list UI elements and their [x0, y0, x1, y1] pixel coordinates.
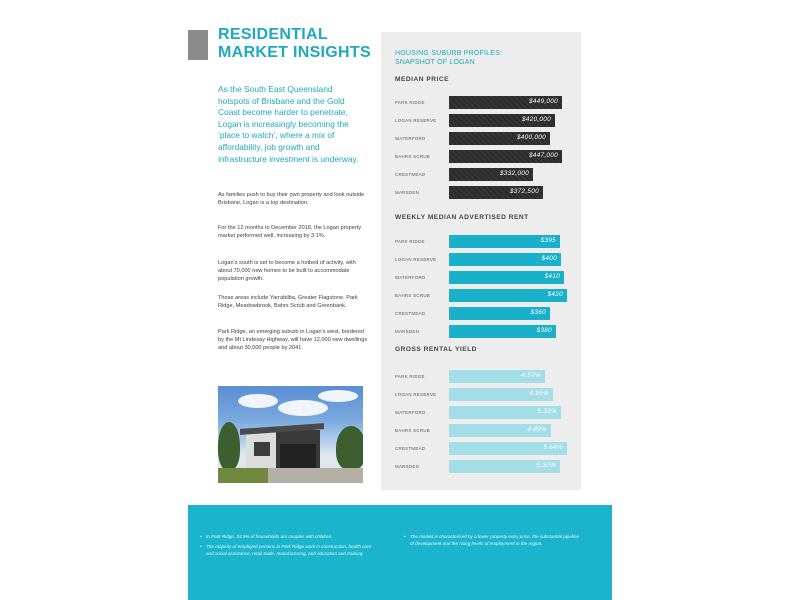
- chart-1-bar: [449, 114, 555, 127]
- chart-1-bar: [449, 96, 562, 109]
- panel-heading-line-1: HOUSING SUBURB PROFILES:: [395, 50, 503, 57]
- footer-bullet-3: • The market is characterised by a lower property entry price, the substantial pipeline of development and the rising levels of employment in the region.: [404, 534, 584, 548]
- footer-right-column: [404, 534, 584, 551]
- chart-2-value-label: $380: [536, 327, 552, 334]
- chart-3-category-label: WATERFORD: [395, 410, 426, 415]
- footer-bullet-1: • In Park Ridge, 34.9% of households are couples with children.: [200, 534, 380, 541]
- chart-2-value-label: $400: [541, 255, 557, 262]
- chart-1-category-label: WATERFORD: [395, 136, 426, 141]
- chart-1-category-label: PARK RIDGE: [395, 100, 425, 105]
- chart-2-value-label: $395: [540, 237, 556, 244]
- body-paragraph-4: Those areas include Yarrabilba, Greater Flagstone, Park Ridge, Meadowbrook, Bahrs Scrub and Greenbank.: [218, 295, 358, 310]
- chart-3-value-label: 4.57%: [521, 372, 541, 379]
- chart-1-category-label: CRESTMEAD: [395, 172, 426, 177]
- chart-2-category-label: LOGAN RESERVE: [395, 257, 437, 262]
- title-line-1: RESIDENTIAL: [218, 26, 328, 43]
- chart-3-category-label: LOGAN RESERVE: [395, 392, 437, 397]
- chart-3-bar: [449, 424, 551, 437]
- chart-3-category-label: CRESTMEAD: [395, 446, 426, 451]
- chart-2-value-label: $420: [547, 291, 563, 298]
- chart-1-category-label: BAHRS SCRUB: [395, 154, 431, 159]
- page-title: [218, 26, 378, 62]
- chart-3-value-label: 4.95%: [529, 390, 549, 397]
- chart-3-category-label: PARK RIDGE: [395, 374, 425, 379]
- chart-3-value-label: 5.33%: [537, 408, 557, 415]
- body-paragraph-2: For the 12 months to December 2018, the Logan property market performed well, increasing by 3.1%.: [218, 225, 362, 240]
- chart-3-value-label: 5.30%: [536, 462, 556, 469]
- chart-2-bar: [449, 307, 550, 320]
- footer-left-column: [200, 534, 380, 560]
- chart-3-bar: [449, 460, 560, 473]
- chart-1-value-label: $332,000: [499, 170, 529, 177]
- chart-3-bar: [449, 388, 553, 401]
- chart-1-value-label: $420,000: [521, 116, 551, 123]
- body-paragraph-3: Logan’s south is set to become a hotbed of activity, with about 70,000 new homes to be built to accommodate population growth.: [218, 260, 356, 283]
- chart-3-value-label: 5.64%: [543, 444, 563, 451]
- chart-title-2: WEEKLY MEDIAN ADVERTISED RENT: [395, 214, 529, 221]
- chart-2-bar: [449, 289, 567, 302]
- chart-1-value-label: $447,000: [528, 152, 558, 159]
- chart-3-category-label: MARSDEN: [395, 464, 420, 469]
- chart-1-value-label: $449,000: [528, 98, 558, 105]
- chart-3-bar: [449, 406, 561, 419]
- chart-3-bar: [449, 442, 567, 455]
- chart-2-category-label: MARSDEN: [395, 329, 420, 334]
- chart-3-category-label: BAHRS SCRUB: [395, 428, 431, 433]
- title-accent-block: [188, 30, 208, 60]
- chart-3-value-label: 4.89%: [527, 426, 547, 433]
- chart-1-bar: [449, 168, 533, 181]
- chart-1-value-label: $400,000: [516, 134, 546, 141]
- chart-2-category-label: CRESTMEAD: [395, 311, 426, 316]
- chart-2-bar: [449, 253, 561, 266]
- body-paragraph-1: As families push to buy their own property and look outside Brisbane, Logan is a top destination.: [218, 192, 365, 207]
- chart-2-category-label: WATERFORD: [395, 275, 426, 280]
- chart-2-value-label: $360: [530, 309, 546, 316]
- chart-2-value-label: $410: [544, 273, 560, 280]
- chart-2-bar: [449, 235, 560, 248]
- house-photo: [218, 386, 363, 483]
- chart-title-3: GROSS RENTAL YIELD: [395, 346, 477, 353]
- chart-2-bar: [449, 271, 564, 284]
- chart-1-category-label: LOGAN RESERVE: [395, 118, 437, 123]
- title-line-2: MARKET INSIGHTS: [218, 44, 371, 61]
- chart-1-category-label: MARSDEN: [395, 190, 420, 195]
- footer-bullet-2: • The majority of employed persons in Park Ridge work in construction, health care and social assistance, retail trade, manufacturing, and education and training.: [200, 544, 380, 558]
- lead-paragraph: As the South East Queensland hotspots of Brisbane and the Gold Coast become harder to penetrate, Logan is increasingly becoming the ‘place to watch’, where a mix of affordability, job growth and infrastructure investment is underway.: [218, 84, 359, 164]
- chart-2-bar: [449, 325, 556, 338]
- chart-title-1: MEDIAN PRICE: [395, 76, 449, 83]
- chart-1-value-label: $372,500: [509, 188, 539, 195]
- chart-3-bar: [449, 370, 545, 383]
- panel-heading-line-2: SNAPSHOT OF LOGAN: [395, 59, 475, 66]
- body-paragraph-5: Park Ridge, an emerging suburb in Logan’s west, bordered by the Mt Lindesay Highway, will have 12,000 new dwellings and about 30,000 people by 2041.: [218, 329, 368, 352]
- chart-1-bar: [449, 150, 562, 163]
- chart-1-bar: [449, 186, 543, 199]
- chart-2-category-label: PARK RIDGE: [395, 239, 425, 244]
- panel-heading: [395, 49, 565, 67]
- chart-1-bar: [449, 132, 550, 145]
- chart-2-category-label: BAHRS SCRUB: [395, 293, 431, 298]
